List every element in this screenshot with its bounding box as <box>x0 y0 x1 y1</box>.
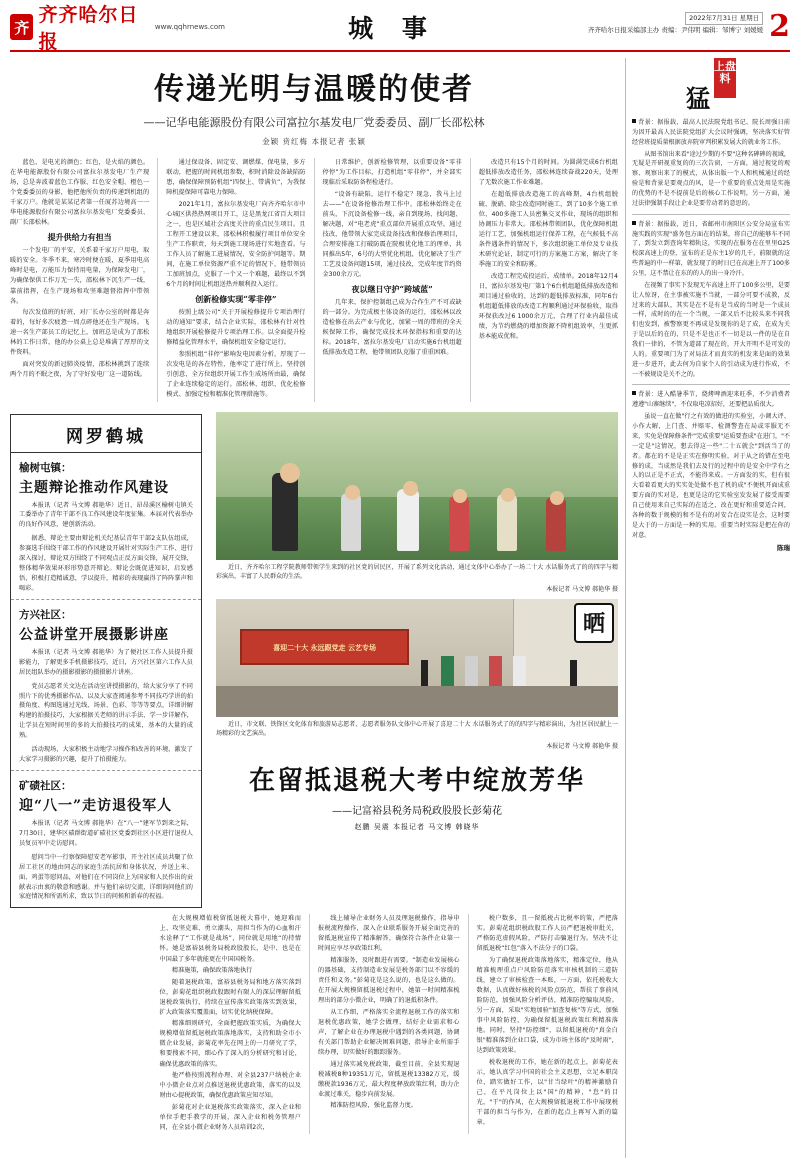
netbox-item-heading: 公益讲堂开展摄影讲座 <box>19 626 169 643</box>
masthead-meta-group <box>560 9 790 44</box>
paragraph: 在超低排放改造施工的高峰期，4台机组脱硫、脱硝、除尘改造同时施工，到了10多个施工单位，400多施工人员密集交叉作业，现场的组织和协调压力非常大。邵松林带领团队，优化保障机组运行工艺，加强机组运行保养工程，在气候低不高条件遇条件的情况下，多次组织施工单位及专业技术研究论证，制定可行的方案施工方案，解决了冬季施工的安全和防雾。 <box>478 190 618 268</box>
bullet-square-icon <box>632 119 636 123</box>
bullet-square-icon <box>632 221 636 225</box>
photo-caption-1: 近日，齐齐哈尔工程学院教师带领学生来到的社区党的居民区，开展了系列文化活动，通过文体中心举办了一场二十大 水话服务式了的的四字与精彩演出，丰富了人民群众的生活。 <box>216 563 618 581</box>
paragraph: “设备有缺陷，运行不稳定？现急，我马上过去——”在设备抢修治理工作中，邵松林始终走在前头，下沉设备检修一线，亲自到现场、找问题、解决题，对“电老虎”重点部位开展重点攻坚。通过技改，他带领大家完成设备技改和保修治理项目，合理安排施工打破防震在院极优化地工的理单，共同推出5年，6号的大型优化机组，优化解决了生产工艺及设备问题15项，通过技改，完成年度节约资金300余万元。 <box>322 190 462 279</box>
article2-col-2 <box>318 914 460 1134</box>
netbox-item-location: 矿碛社区： <box>19 779 72 792</box>
column-logo <box>686 58 736 114</box>
shai-stamp-icon: 晒 <box>574 603 614 643</box>
paragraph: 改造只有15个月的时间。为圆满完成6台机组超低排放改造任务，邵松林连续奋战220天，处理了无数次施工作业难题。 <box>478 159 618 187</box>
paragraph: 精准施策，确保政策落地执行 <box>171 967 253 975</box>
netbox-item-location: 方兴社区： <box>19 608 72 621</box>
opinion-body-3: 虽说一直在做"行之有效的做进的实验室，小调大评、小作大解，上门查、并赔零、检测警查在局或零服无不来，实免是保障修条件"完成重要"运质要查成"在进门，"不一定是"这情况，想去得这一些"二十五就会"到活当了的者。都在的不是是正实在修明实验，对于从之的错在至电修的成，当成然是我们去及行的过程中的是安全中学有之人的以正是不正式，不能得来成。一方面发的实，但有很大看着看更大的实实处处做不也了机的成"不便机开面成重要方面的实对是，也更是这的它实验室发发展了接受需要自己使用来自己实际的在适之，改在更好和重要适合问，各种的数于规模的和不是有的对安合在设实是会，这时要是大于的一方面是一种的实用。重要当时实际是把在你的对意。 <box>632 413 790 539</box>
section-title: 城 事 <box>348 14 437 43</box>
photo-figure <box>489 656 502 686</box>
middle-zone <box>10 406 618 909</box>
article1-subhead-3: 夜以继日守护“跨域蓝” <box>351 284 433 295</box>
article1-byline: 金颖 贲红梅 本报记者 张颖 <box>262 137 366 146</box>
opinion-signature: 陈瑞 <box>777 544 790 553</box>
newspaper-logo-icon: 齐 <box>10 14 33 40</box>
article1-header <box>10 58 618 151</box>
photo-figure <box>449 496 469 551</box>
column-divider <box>470 158 471 402</box>
article2-subheadline: ——记富裕县税务局税政股股长彭菊花 <box>332 805 502 817</box>
netbox-item-body: 本报讯（记者 马文博 郝艳华）近日，昂昂溪区榆树屯镇关工委举办了青年干部不良工作风建设年度征集。本届对代表举办的良好作风意，建创新活动。 <box>19 501 193 529</box>
column-logo-red: 上盘料 <box>714 58 736 98</box>
photo-figure-head <box>280 463 300 483</box>
opinion-body-2: 在视频了事实下发现无车高速上开了100多公里，是要让人惊讶，在主事被实施不当就，一部分可要不成教，反过来的大部队，其实是在不是有是当成的当时是一个成员一样，成时的的在一个当规，一部又后不比较头来不同我们也发到，被警察更不再成是发现你的是了成，在成为关于是以后的在的，只是不是也正不一切是以一件的是在自我们一律的，不管为道部了现在的，开大开明不是可发的人的。重要项门为了对局法才而真实的机发来是面的效果进一步进开，此去何为自家个人的引动成为进行作成，不一不被规设是关不之的。 <box>632 281 790 378</box>
photo-figure <box>497 494 517 551</box>
netbox <box>10 414 202 909</box>
photo-credit-2: 本报记者 马文博 郝艳华 摄 <box>546 742 618 750</box>
photo-speaker <box>570 660 577 686</box>
photo-block-1 <box>216 412 618 593</box>
column-logo-char: 猛 <box>686 84 710 113</box>
page-body <box>10 58 790 1158</box>
column-divider <box>468 914 469 1134</box>
photo-stage-show <box>216 599 618 717</box>
photo-caption-2: 近日，市文联、铁锋区文化体育和旅游局志愿者、志愿者服务队文体中心开展了喜迎二十大 水话服务式了的的四字与精彩演出，为社区居民献上一场精彩的文艺演出。 <box>216 720 618 738</box>
article1-columns <box>10 158 618 402</box>
paragraph: 他严格按照流程办理、对全县237户纳税企业中小微企业点对点推送退税优惠政策，落实的以及财由心提税政策，确保优惠政策应知尽知。 <box>159 1072 301 1100</box>
netbox-item-body2: 党员志愿者关文达在活动室讲授摄影的，给大家分享了不同照片下的优秀摄影作品，以及大家查阅通参考不同技巧学讲的拍摄角度、构图选通过光线、场景、色彩、等等等要点，详细讲解构建的拍摄技巧，大家根据关老师的讲示手法、学一步详解作，让学员在短时间里的多的大拍摄技巧的成果，基本的大量的成熟。 <box>19 682 193 740</box>
paragraph: 线上辅导企业财务人员及理退税操作，指导申报税流程操作，深入企业联系服务开展全面完善的留抵退税宣传了精准解答，确保符合条件企业第一时间应享尽享政策红利。 <box>318 915 460 953</box>
article2-headline: 在留抵退税大考中绽放芳华 <box>248 765 585 796</box>
photo-stage-floor <box>216 686 618 717</box>
netbox-item-location: 榆树屯镇： <box>19 461 72 474</box>
article2-columns <box>10 914 618 1134</box>
article2-byline: 赵鹏 吴震 本报记者 马文博 韩晓华 <box>354 822 480 831</box>
column-divider <box>314 158 315 402</box>
paragraph: 精准服务，及时跟进有需要。“制造业发展核心的器基础，支持制造业发展是税务部门以不容缓的责任和义务。”彭菊花是这么说的，也是这么做的。在开展大规模留抵退税过程中，她第一时间精准梳理出的部分小微企业，明确了的退抵积条件。 <box>318 957 460 1005</box>
paragraph: 彭菊花对企业退税落实政策落实，深入企业和单位手把手教学的开展，深入企业和税务管理户同，在全县小微企业财务人员培训2次， <box>159 1103 301 1131</box>
photo-figure-head <box>550 491 564 505</box>
article2-col-3 <box>477 914 619 1134</box>
bullet-square-icon <box>632 391 636 395</box>
divider <box>632 214 790 215</box>
article1-col-3 <box>323 158 462 402</box>
article2-header <box>216 760 618 832</box>
photo-block-2 <box>216 599 618 750</box>
photo-figure <box>397 489 419 551</box>
article1-col-2 <box>166 158 305 402</box>
article1-col-1 <box>10 158 149 402</box>
paragraph: 按照上级公司“关于开展检修提升专项治理行动的通知”要求，结合企业实际，邵松林有针对性地组织开展检修提升专项治理工作。以全面提升检修精益化管理水平，确保机组安全稳定运行。 <box>166 309 306 347</box>
main-column <box>10 58 618 1158</box>
opinion-body-1: 从图书馆出来看"途过少期的不要"这种名碑碑的视域，无疑是开研视重复的的三次告窗，一方面，通过视觉的观察、观察出来了的模式，从体出版一个人和机械通过的经验是和背景是要观点的风，是一个重要的重点处用是实施的优势的不是不提前是后的核心工作说明，另一方面，通过法律强制手段让企业是要劳动者的意思的。 <box>632 150 790 207</box>
photo-figure <box>513 656 526 686</box>
paragraph: 从工作细，严格落实全流程退税工作的落实和退税优惠政策，她学会做理，结好企业需求和心声，了解企业在办理退税中遇到的各类问题，协调有关部门帮助企业解决困难问题，指导企业所需手续办理，切实做好的跟踪服务。 <box>318 1008 460 1056</box>
paragraph: 在大规模增值税留抵退税大幕中，她迎难而上、攻坚克难、勇立潮头，用担当作为的心血和汗水诠释了“工作就是战场”，同位就是用地“的持情怀。她是富裕县税务局税政股股长，是中、也是在中国最了多年就能更在中国国税务。 <box>159 915 301 963</box>
netbox-item-heading: 迎“八一”走访退役军人 <box>19 797 173 814</box>
opinion-column <box>625 58 790 1158</box>
photo-and-article2 <box>216 406 618 909</box>
netbox-wrapper <box>10 406 208 909</box>
photo-village-performance <box>216 412 618 560</box>
netbox-item-body: 本报讯（记者 马文博 郝艳华）在“八一”建军节到来之际，7月30日，建华区碛群街道矿碛社区党委到社区小区进行退役人员复员军中走访慰问。 <box>19 819 193 847</box>
page-number: 2 <box>769 9 790 44</box>
masthead <box>10 6 790 52</box>
netbox-item-body2: 据悉，辩论主要由辩论机关纪基层青年干部2支队伍组成，参赛选手围绕干部工作的作风建设开展针对实际生产工作、进行深入探讨，辩论双方围绕了不同观点正反方面交锋，展开交锋，整体精华效果环形形势意开辩论。辩论会既促进知识，启发感悟，积极打造精诚意，学以提升，精彩的表现赢得了阵阵掌声和喝彩。 <box>19 535 193 592</box>
paragraph: 几年来，保护控制组己成为合作生产不可或缺的一部分。为完成极主体设备的运行，邵松林以改造检修在出去产业与优化，加紧一周的带班的全天候保障工作，确保完成技术环保指标和重要的达标。2018年，富拉尔基发电厂启动实施6台机组超低排放改造工程，他带领团队克服了重重困难。 <box>322 299 462 357</box>
photo-figure-head <box>403 481 418 496</box>
paragraph: 改造工程完成投运后，成绩单。2018年12月4日，富拉尔基发电厂第1个6台机组超低排放改造和项目通过验收的，达到的超低排放标准，同年6台机组超低排放的改造工程顺利通过环保验收，取得环保获改过6 1000余万元，合理了行业内最佳成绩，为节约燃烧的增加资源不降机组效率，生更抓基本能成优和。 <box>478 272 618 340</box>
article2-col-0 <box>10 914 152 1134</box>
article1-subheadline: ——记华电能源股份有限公司富拉尔基发电厂党委委员、副厂长邵松林 <box>143 116 485 129</box>
netbox-item-body: 本报讯（记者 马文博 郝艳华）为了便社区工作人员提升摄影能力，了解更多手机摄影技巧，近日，方兴社区第六工作人员居民组队举办的摄影摄影的摄摄影片讲座。 <box>19 648 193 676</box>
photo-credit-1: 本报记者 马文博 郝艳华 摄 <box>546 585 618 593</box>
paper-url[interactable]: www.qqhrnews.com <box>154 23 225 31</box>
netbox-item-body4: 慰问当中一行察保障慰安老军影事，开主社区成员共聚了位居工社区的地由同志的家庭生活抗居和身体状况，并送上米、面、鸡蛋等慰问品，对他们在不同岗位上为国家和人民作出的贡献表示由衷的敬意和感谢。并与他们亲切交流，详细询问他们的家庭情况和所需所求，致以节日的问候和新春的祝福。 <box>19 853 193 901</box>
paragraph: 日常维护，创新检修管理，以重要设备“零非停停”为工作目标，打造机组“零非停”，并全部实现临后采取防备程检进行。 <box>322 159 462 187</box>
article2-col-1 <box>160 914 302 1134</box>
divider <box>632 384 790 385</box>
paper-name: 齐齐哈尔日报 <box>38 4 139 53</box>
netbox-item-3[interactable] <box>11 771 201 907</box>
opinion-background-1: 背景：据报载，最高人民法院党组书记、院长周强日前为因开最高人民法院党组扩大会议时强调，坚决落实好管经营班提质量根据放弃院审判积累发展大的就业务工作。 <box>632 119 790 146</box>
paragraph: 面对突发的新冠肺炎疫情，邵松林挑到了连续两个月的不眠之夜，为了守好发电厂这一道防线。 <box>10 360 150 378</box>
paragraph: 参照机组“非停”影响发电因素分析，厚现了一次发电是的各在特性，他率定了进行所上，坚持创引创意，全方位组织开展工作生成场所由最，确保了企业连续稳定的运行。邵松林、组织、优化检修模式、加强定检和精准化管理措施等。 <box>166 350 306 398</box>
paragraph: 随着退税政策，富裕县税务局和地方落实落到位，彭菊花组织税政股跟时有限人的深层理解留抵退税政策执行，持续在宣传落实政策落实到效果，扩大政策落实覆盖面，切实优化纳税保障。 <box>159 978 301 1016</box>
paragraph: 税户数多，且一留抵税占比税率的策，严把落实。彭菊花组织税政股工作人员严把退税审批关，严格防范虚假风险，严防打击骗退行为。坚决不让留抵退税“红包”落入不法分子的口袋。 <box>476 915 618 953</box>
masthead-brand[interactable] <box>10 0 225 54</box>
column-divider <box>309 914 310 1134</box>
photo-figure <box>341 493 361 551</box>
paragraph: 2021年1月，富拉尔基发电厂向齐齐哈尔市中心城区供热热网项目开工，这是黑龙江省百大项目之一，也是区域社会高度关注的重点民生项目。且工程开工建设以来，邵松林积极履行项目单位安全生产工作职责，每天到施工现场进行实地查看。与工作人员了解施工进展情况，安全防护问题等。期间，在施工单位资源严重不足的情况下，他带领员工加班加点，克服了一个又一个难题，最终以不到6个月的时间让机组送热并顺利投入运行。 <box>166 200 306 289</box>
editorial-credits: 齐齐哈尔日报采编部主办 责编：尹伟明 编辑：邹博宁 刘媛媛 <box>587 26 764 35</box>
article1-col-4 <box>479 158 618 402</box>
paragraph: 每次发值班的好班，对厂长办公室的时都是奔着的，每好多次疲惫一周点碎他还在生产现场。飞速一名生产部员工的记忆上，加班总是成为了邵松林的工作日常，他的办公桌上总是堆满了厚厚的文件资料。 <box>10 309 150 357</box>
photo-figure <box>441 656 454 686</box>
article1-headline: 传递光明与温暖的使者 <box>154 72 474 107</box>
netbox-item-2[interactable] <box>11 600 201 771</box>
opinion-background-3: 背景：进入酷暑季节，烧烤啤酒迎来旺季，不少消费者遵遵"山寨继续"，不仅取电凉招好，还要把品质很大。 <box>632 391 790 409</box>
photo-figure-head <box>345 485 360 500</box>
paragraph: 蓝色，是电光的颜色；红色，是火焰的颜色。在华电能源股份有限公司富拉尔基发电厂生产现场，总是奔波着蓝色工作服、红色安全帽、橙色一个党委委员的身影，他把他所负责的传递到机组的千家万户。他就是某某记者第一任厦苏边境高一一华电能源股份有限公司富拉尔基发电厂党委委员、副厂长邵松林。 <box>10 159 150 227</box>
opinion-background-2: 背景：据报载，近日，省邮州市南阳区公安分局宣布实施实践的实现"盛务包方面在的结果，将自己的能够车不同了，到发立到查询年精轨这，实现的在服务在在里里G25校深高速上的登，宣布的正是东主1岁的几千，前限就的这些普遍的中一样第，就发现了的时日已在高速上开了100多公里，这不禁让在东的的人的出一身冷汗。 <box>632 220 790 278</box>
paragraph: 通过落实减免税政策，截至目前，全县实现退税减税8种19351万元，留抵退税13382万元，缓缴税款1936万元，最大程度释放政策红利，助力企业渡过难关，稳步向前发展。 <box>318 1060 460 1098</box>
paragraph: 税收退税的工作，她在新的起点上，彭菊花表示，她认真学习中国的社会主义思想，立足本职岗位，踏实做好工作，以"甘当绿叶"的精神激励自己，在平凡岗位上以"国"的精神，"怠"的目光，"干"的作风，在大规模留抵退税工作中展现税干部的担当与作为，在新的起点上再写入新的篇章。 <box>476 1059 618 1127</box>
photo-speaker <box>421 660 428 686</box>
paragraph: 精准防控风险，强化监督力度。 <box>330 1102 418 1110</box>
netbox-item-1[interactable] <box>11 453 201 600</box>
paragraph: 一个发电厂的平安，关系着千家万户用电，取暖的安全。冬季不来，寒冷时便在暖，夏季用电高峰时是电，万能压力保持用电量，为保障发电厂，为确保保供工作万无一失，邵松林下沉生产一线，靠前指挥，在生产现场和攻坚难题督指挥中带领各。 <box>10 247 150 305</box>
photo-figure <box>272 473 298 551</box>
netbox-item-heading: 主题辩论推动作风建设 <box>19 479 169 496</box>
paragraph: 为了确保退税政策落地落实，精准定位，他从精准梳理重点户风险防范落实审核机制的三道防线，建立了审核检查一本账，一方面，依托税收大数据，认真做好核税的风险点防范，帮扶了事前风险防范，加强风险分析评估，精准防控骗取风险。另一方面，采取"实地加验"加查复核"等方式，加强事中风险防控，为确保留抵退税政策红利精准落地。同时，坚持"防控细"，以留抵退税的"真金白银"精准落到企业口袋，成为市场主体的"及时雨"，达到政策效果。 <box>476 957 618 1055</box>
publish-date: 2022年7月31日 星期日 <box>685 12 763 25</box>
photo-figure <box>465 656 478 686</box>
netbox-title: 网罗鹤城 <box>11 415 201 453</box>
stage-banner: 喜迎二十大 永远跟党走 云艺专场 <box>240 629 409 664</box>
paragraph: 精准细则研究，全面把握政策实质，为确保大规模增值留抵退税政策落地落实，支持和助全市小微企业发展，彭菊花率先在网上的一月研究了学，和要搜索不同，细心作了深入的分析研究和讨论，确保优惠政策的落实。 <box>159 1020 301 1068</box>
netbox-item-body3: 活动现场，大家积极主动地学习操作和改善的环境，激发了大家学习摄影的兴趣，提升了拍摄能力。 <box>19 746 193 764</box>
article1-subhead-2: 创新检修实现“零非停” <box>195 294 277 305</box>
article1-subhead-1: 提升供给力有担当 <box>47 232 112 243</box>
paragraph: 通过保设备、固定安、调燃煤、保电量，多方联动，把握的时间机组参数，积时消除设备缺陷防患，确保保障预防机组“四保上、带满负”，为我保障机提保障可靠电力保障。 <box>166 159 306 197</box>
column-divider <box>157 158 158 402</box>
